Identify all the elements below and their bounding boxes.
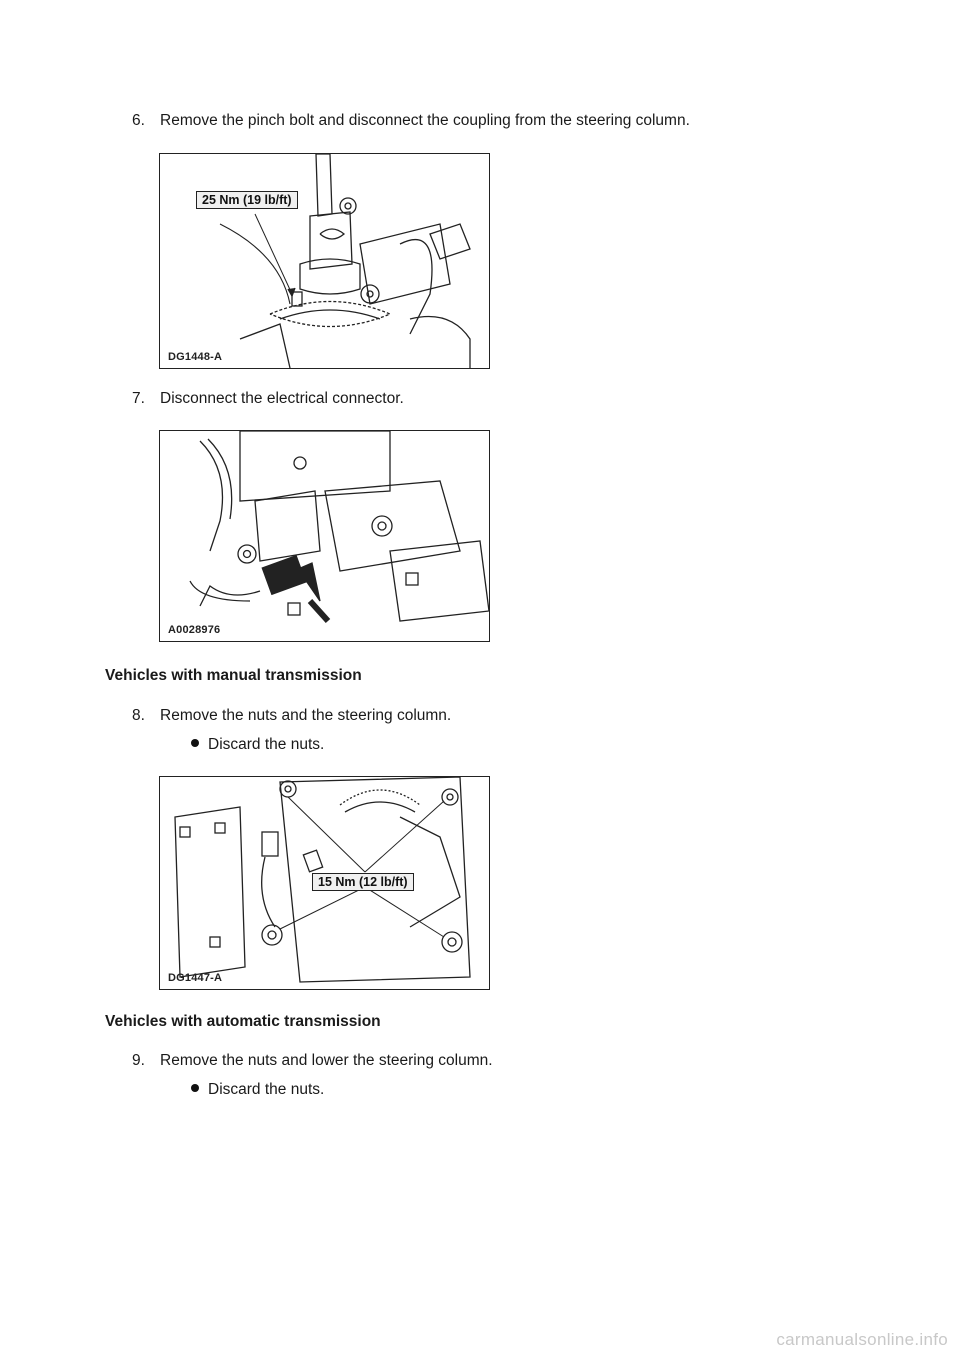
step-number: 9. [132,1052,145,1069]
step-text: Remove the nuts and lower the steering column. [160,1052,493,1069]
step-text: Disconnect the electrical connector. [160,390,404,407]
step-number: 8. [132,707,145,724]
steering-coupling-illustration [160,154,489,368]
figure-id: A0028976 [168,624,221,636]
step-7 [132,390,404,408]
bullet-text: Discard the nuts. [208,736,325,753]
bullet-icon [191,739,199,747]
step-text: Remove the pinch bolt and disconnect the coupling from the steering column. [160,112,690,129]
figure-id: DG1447-A [168,972,223,984]
torque-label: 15 Nm (12 lb/ft) [312,873,414,891]
electrical-connector-illustration [160,431,489,641]
bullet-text: Discard the nuts. [208,1081,325,1098]
step-6 [132,112,690,130]
step-9-bullet [191,1081,324,1099]
step-8 [132,707,451,725]
step-9 [132,1052,493,1070]
torque-label: 25 Nm (19 lb/ft) [196,191,298,209]
figure-pinch-bolt [159,153,490,369]
step-number: 7. [132,390,145,407]
bullet-icon [191,1084,199,1092]
section-heading-manual: Vehicles with manual transmission [105,667,362,684]
figure-column-nuts [159,776,490,990]
step-number: 6. [132,112,145,129]
step-text: Remove the nuts and the steering column. [160,707,452,724]
figure-electrical-connector [159,430,490,642]
watermark: carmanualsonline.info [776,1330,948,1349]
step-8-bullet [191,736,324,754]
section-heading-automatic: Vehicles with automatic transmission [105,1013,381,1030]
figure-id: DG1448-A [168,351,223,363]
